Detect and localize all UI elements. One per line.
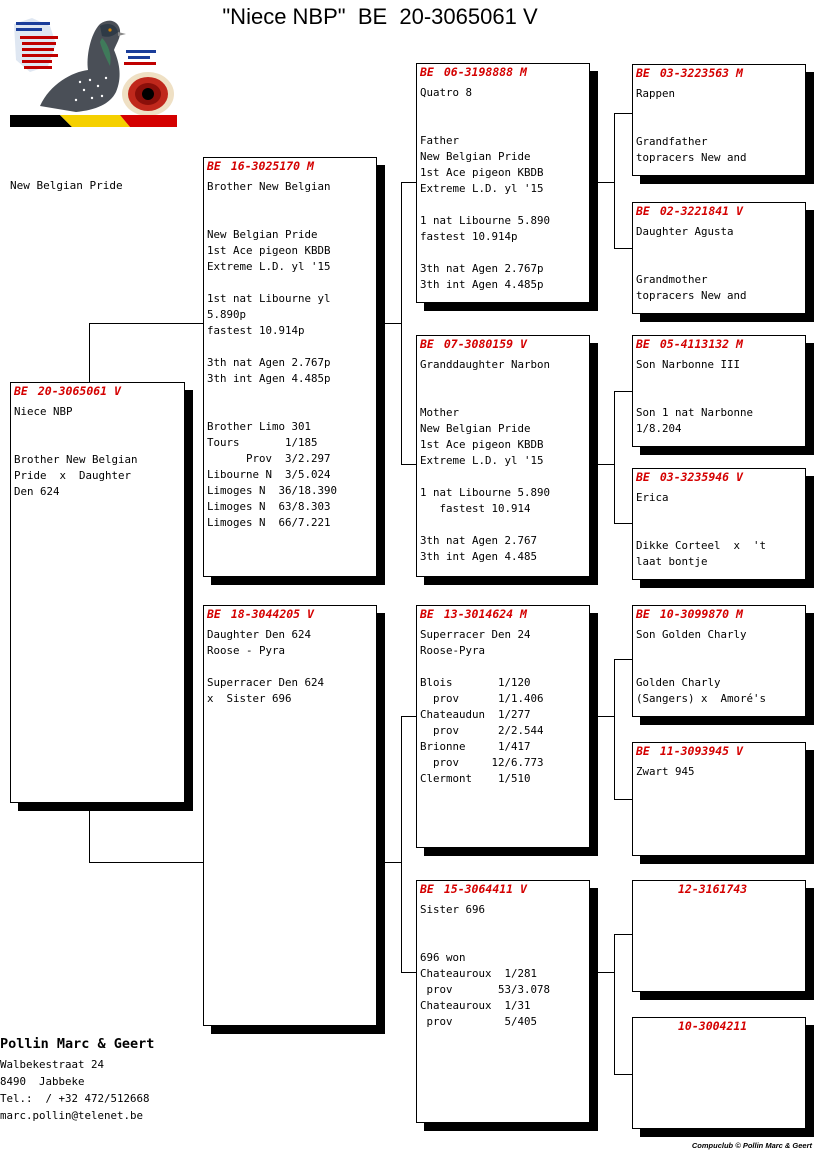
card-line: Granddaughter Narbon bbox=[420, 358, 551, 371]
ring-number bbox=[14, 384, 181, 398]
card-line bbox=[420, 373, 587, 389]
ring-number bbox=[636, 744, 802, 758]
connector bbox=[401, 972, 417, 973]
card-text bbox=[636, 764, 803, 780]
card-line: fastest 10.914 bbox=[420, 502, 531, 515]
connector bbox=[614, 1074, 633, 1075]
ring-id: 10-3099870 M bbox=[659, 607, 743, 621]
card-line: Extreme L.D. yl '15 bbox=[420, 182, 544, 195]
card-line: Pride x Daughter bbox=[14, 469, 132, 482]
country-code: BE bbox=[636, 470, 650, 484]
connector bbox=[401, 182, 417, 183]
card-line: Chateauroux 1/281 bbox=[420, 967, 538, 980]
card-line: Chateaudun 1/277 bbox=[420, 708, 531, 721]
card-line: 3th int Agen 4.485p bbox=[207, 372, 331, 385]
card-line bbox=[207, 211, 374, 227]
ring-id: 10-3004211 bbox=[678, 1019, 748, 1033]
connector bbox=[89, 862, 204, 863]
card-line: Limoges N 36/18.390 bbox=[207, 484, 338, 497]
card-line bbox=[636, 643, 803, 659]
connector bbox=[614, 391, 615, 524]
card-line: fastest 10.914p bbox=[207, 324, 305, 337]
card-line bbox=[636, 389, 803, 405]
card-line: 3th int Agen 4.485p bbox=[420, 278, 544, 291]
card-line: Blois 1/120 bbox=[420, 676, 531, 689]
owner-email: marc.pollin@telenet.be bbox=[0, 1109, 144, 1122]
card-line bbox=[420, 389, 587, 405]
connector bbox=[89, 323, 90, 383]
card-line: Erica bbox=[636, 491, 669, 504]
connector bbox=[401, 464, 417, 465]
card-line bbox=[420, 197, 587, 213]
card-text bbox=[636, 490, 803, 570]
country-code: BE bbox=[207, 607, 221, 621]
card-line bbox=[636, 256, 803, 272]
card-line: Chateauroux 1/31 bbox=[420, 999, 531, 1012]
card-dam-sire-sire[interactable] bbox=[632, 605, 806, 717]
card-line: fastest 10.914p bbox=[420, 230, 518, 243]
card-sire[interactable] bbox=[203, 157, 377, 577]
owner-block bbox=[0, 1036, 154, 1124]
connector bbox=[614, 113, 633, 114]
connector bbox=[401, 716, 402, 973]
card-line bbox=[420, 517, 587, 533]
connector bbox=[401, 182, 402, 465]
card-line bbox=[14, 420, 182, 436]
connector bbox=[597, 972, 614, 973]
card-line: prov 2/2.544 bbox=[420, 724, 544, 737]
card-line: Limoges N 63/8.303 bbox=[207, 500, 331, 513]
card-line: Son 1 nat Narbonne bbox=[636, 406, 754, 419]
card-line: Grandfather bbox=[636, 135, 708, 148]
connector bbox=[597, 716, 614, 717]
country-code: BE bbox=[14, 384, 28, 398]
ring-number bbox=[636, 337, 802, 351]
card-line: Mother bbox=[420, 406, 460, 419]
card-sire-sire-dam[interactable] bbox=[632, 202, 806, 314]
ring-number bbox=[636, 204, 802, 218]
card-line: 3th nat Agen 2.767p bbox=[420, 262, 544, 275]
card-line bbox=[636, 506, 803, 522]
ring-id: 03-3235946 V bbox=[659, 470, 743, 484]
card-line bbox=[636, 118, 803, 134]
card-line bbox=[420, 101, 587, 117]
card-line: Brother New Belgian bbox=[207, 180, 331, 193]
card-text bbox=[14, 404, 182, 500]
connector bbox=[401, 716, 417, 717]
card-line: Roose-Pyra bbox=[420, 644, 486, 657]
connector bbox=[614, 659, 615, 800]
card-line bbox=[207, 387, 374, 403]
card-line: 696 won bbox=[420, 951, 466, 964]
card-line: Limoges N 66/7.221 bbox=[207, 516, 331, 529]
card-line: 1st nat Libourne yl bbox=[207, 292, 331, 305]
card-dam-sire[interactable] bbox=[416, 605, 590, 848]
card-line: Tours 1/185 bbox=[207, 436, 318, 449]
country-code: BE bbox=[636, 66, 650, 80]
card-line bbox=[420, 934, 587, 950]
card-line: Libourne N 3/5.024 bbox=[207, 468, 331, 481]
card-sire-dam[interactable] bbox=[416, 335, 590, 577]
card-line: 5.890p bbox=[207, 308, 247, 321]
card-line: Son Golden Charly bbox=[636, 628, 747, 641]
card-line: laat bontje bbox=[636, 555, 708, 568]
card-line: Superracer Den 624 bbox=[207, 676, 325, 689]
card-line: Prov 3/2.297 bbox=[207, 452, 331, 465]
card-line: Golden Charly bbox=[636, 676, 721, 689]
page-title: "Niece NBP" BE 20-3065061 V bbox=[222, 4, 538, 29]
card-line: Sister 696 bbox=[420, 903, 486, 916]
connector bbox=[614, 113, 615, 249]
club-logo bbox=[10, 14, 177, 127]
card-line: Quatro 8 bbox=[420, 86, 473, 99]
card-line: New Belgian Pride bbox=[420, 150, 531, 163]
connector bbox=[384, 323, 401, 324]
card-subject[interactable] bbox=[10, 382, 185, 803]
card-line: Zwart 945 bbox=[636, 765, 695, 778]
card-line bbox=[207, 403, 374, 419]
owner-phone: Tel.: / +32 472/512668 bbox=[0, 1092, 150, 1105]
ring-number bbox=[207, 159, 373, 173]
country-code: BE bbox=[636, 204, 650, 218]
card-dam-dam-sire[interactable] bbox=[632, 880, 806, 992]
card-text bbox=[420, 627, 587, 787]
card-line bbox=[420, 469, 587, 485]
ring-id: 07-3080159 V bbox=[443, 337, 527, 351]
connector bbox=[614, 391, 633, 392]
card-line: Superracer Den 24 bbox=[420, 628, 531, 641]
card-text bbox=[420, 902, 587, 1030]
card-sire-dam-sire[interactable] bbox=[632, 335, 806, 447]
ring-number bbox=[636, 607, 802, 621]
card-line: 1 nat Libourne 5.890 bbox=[420, 214, 551, 227]
card-line: New Belgian Pride bbox=[420, 422, 531, 435]
connector bbox=[89, 803, 90, 863]
card-line: Extreme L.D. yl '15 bbox=[420, 454, 544, 467]
country-code: BE bbox=[636, 744, 650, 758]
card-line bbox=[636, 659, 803, 675]
card-line: 1st Ace pigeon KBDB bbox=[207, 244, 331, 257]
country-code: BE bbox=[420, 337, 434, 351]
owner-name: Pollin Marc & Geert bbox=[0, 1036, 155, 1052]
card-line: Daughter Agusta bbox=[636, 225, 734, 238]
card-line: Roose - Pyra bbox=[207, 644, 286, 657]
card-line: New Belgian Pride bbox=[207, 228, 318, 241]
card-line bbox=[207, 659, 374, 675]
card-line bbox=[420, 918, 587, 934]
card-line: (Sangers) x Amoré's bbox=[636, 692, 767, 705]
card-line: x Sister 696 bbox=[207, 692, 292, 705]
ring-number bbox=[420, 607, 586, 621]
country-code: BE bbox=[420, 882, 434, 896]
ring-id: 02-3221841 V bbox=[659, 204, 743, 218]
card-line: 1 nat Libourne 5.890 bbox=[420, 486, 551, 499]
card-dam-dam[interactable] bbox=[416, 880, 590, 1123]
card-line bbox=[420, 659, 587, 675]
country-code: BE bbox=[207, 159, 221, 173]
card-line: topracers New and bbox=[636, 151, 747, 164]
card-line: Daughter Den 624 bbox=[207, 628, 312, 641]
connector bbox=[614, 659, 633, 660]
country-code: BE bbox=[420, 65, 434, 79]
card-line: Father bbox=[420, 134, 460, 147]
ring-number bbox=[420, 65, 586, 79]
ring-number bbox=[636, 1019, 802, 1033]
card-line: prov 53/3.078 bbox=[420, 983, 551, 996]
card-line bbox=[207, 339, 374, 355]
card-text bbox=[636, 627, 803, 707]
ring-id: 15-3064411 V bbox=[443, 882, 527, 896]
card-line: Brother Limo 301 bbox=[207, 420, 312, 433]
card-line bbox=[636, 102, 803, 118]
owner-city: 8490 Jabbeke bbox=[0, 1075, 85, 1088]
ring-id: 05-4113132 M bbox=[659, 337, 743, 351]
card-line bbox=[636, 240, 803, 256]
connector bbox=[597, 182, 614, 183]
card-line: Extreme L.D. yl '15 bbox=[207, 260, 331, 273]
card-line: 3th nat Agen 2.767 bbox=[420, 534, 538, 547]
card-sire-dam-dam[interactable] bbox=[632, 468, 806, 580]
card-line: Niece NBP bbox=[14, 405, 73, 418]
card-line: 3th int Agen 4.485 bbox=[420, 550, 538, 563]
ring-number bbox=[420, 337, 586, 351]
card-line: Dikke Corteel x 't bbox=[636, 539, 767, 552]
card-text bbox=[420, 85, 587, 293]
card-line: Den 624 bbox=[14, 485, 60, 498]
card-dam-dam-dam[interactable] bbox=[632, 1017, 806, 1129]
card-line: topracers New and bbox=[636, 289, 747, 302]
card-line: Brother New Belgian bbox=[14, 453, 138, 466]
card-sire-sire-sire[interactable] bbox=[632, 64, 806, 176]
card-line bbox=[14, 436, 182, 452]
card-line bbox=[636, 522, 803, 538]
card-line bbox=[420, 117, 587, 133]
ring-number bbox=[636, 882, 802, 896]
card-dam[interactable] bbox=[203, 605, 377, 1026]
card-line bbox=[207, 275, 374, 291]
card-line: Clermont 1/510 bbox=[420, 772, 531, 785]
ring-id: 11-3093945 V bbox=[659, 744, 743, 758]
connector bbox=[614, 799, 633, 800]
card-line: prov 5/405 bbox=[420, 1015, 538, 1028]
connector bbox=[614, 934, 633, 935]
country-code: BE bbox=[420, 607, 434, 621]
ring-id: 18-3044205 V bbox=[230, 607, 314, 621]
ring-id: 20-3065061 V bbox=[37, 384, 121, 398]
footer-credit: Compuclub © Pollin Marc & Geert bbox=[691, 1141, 812, 1150]
connector bbox=[614, 248, 633, 249]
ring-number bbox=[636, 470, 802, 484]
ring-number bbox=[207, 607, 373, 621]
ring-id: 06-3198888 M bbox=[443, 65, 527, 79]
owner-street: Walbekestraat 24 bbox=[0, 1058, 105, 1071]
country-code: BE bbox=[636, 607, 650, 621]
card-text bbox=[207, 627, 374, 707]
card-line bbox=[636, 373, 803, 389]
connector bbox=[89, 323, 204, 324]
card-line: prov 12/6.773 bbox=[420, 756, 544, 769]
card-line bbox=[207, 195, 374, 211]
card-line: 3th nat Agen 2.767p bbox=[207, 356, 331, 369]
card-sire-sire[interactable] bbox=[416, 63, 590, 303]
side-label: New Belgian Pride bbox=[10, 179, 123, 192]
connector bbox=[597, 464, 614, 465]
connector bbox=[384, 862, 401, 863]
card-text bbox=[636, 224, 803, 304]
card-line: prov 1/1.406 bbox=[420, 692, 544, 705]
connector bbox=[614, 523, 633, 524]
ring-id: 16-3025170 M bbox=[230, 159, 314, 173]
card-line: Son Narbonne III bbox=[636, 358, 741, 371]
ring-id: 12-3161743 bbox=[678, 882, 748, 896]
card-line: Grandmother bbox=[636, 273, 708, 286]
card-text bbox=[636, 357, 803, 437]
card-line bbox=[420, 245, 587, 261]
card-line: 1st Ace pigeon KBDB bbox=[420, 166, 544, 179]
ring-number bbox=[420, 882, 586, 896]
card-line: Rappen bbox=[636, 87, 676, 100]
card-line: 1/8.204 bbox=[636, 422, 682, 435]
connector bbox=[614, 934, 615, 1075]
ring-number bbox=[636, 66, 802, 80]
card-line: Brionne 1/417 bbox=[420, 740, 531, 753]
card-line: 1st Ace pigeon KBDB bbox=[420, 438, 544, 451]
card-dam-sire-dam[interactable] bbox=[632, 742, 806, 856]
country-code: BE bbox=[636, 337, 650, 351]
card-text bbox=[207, 179, 374, 531]
ring-id: 13-3014624 M bbox=[443, 607, 527, 621]
ring-id: 03-3223563 M bbox=[659, 66, 743, 80]
card-text bbox=[636, 86, 803, 166]
card-text bbox=[420, 357, 587, 565]
